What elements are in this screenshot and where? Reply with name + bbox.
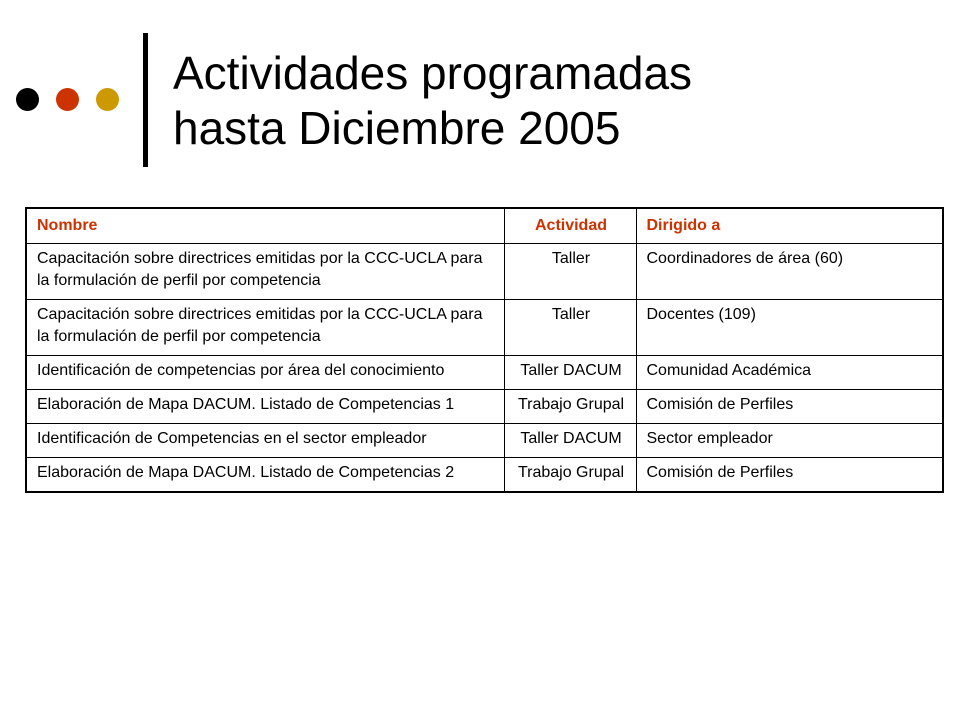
cell-actividad: Taller — [504, 244, 636, 300]
activities-table — [25, 207, 944, 493]
header-dirigido-a: Dirigido a — [636, 208, 943, 244]
cell-dirigido-a: Comunidad Académica — [636, 356, 943, 390]
cell-dirigido-a: Comisión de Perfiles — [636, 458, 943, 493]
cell-actividad: Taller — [504, 300, 636, 356]
title-line-1: Actividades programadas — [173, 47, 693, 99]
cell-nombre: Capacitación sobre directrices emitidas por la CCC-UCLA para la formulación de perfil por competencia — [26, 244, 504, 300]
cell-dirigido-a: Comisión de Perfiles — [636, 390, 943, 424]
table-row — [26, 424, 943, 458]
cell-nombre: Identificación de competencias por área del conocimiento — [26, 356, 504, 390]
table-row — [26, 244, 943, 300]
title-line-2: hasta Diciembre 2005 — [173, 102, 621, 154]
cell-actividad: Taller DACUM — [504, 424, 636, 458]
table-row — [26, 300, 943, 356]
cell-nombre: Elaboración de Mapa DACUM. Listado de Competencias 2 — [26, 458, 504, 493]
bullet-dots — [16, 88, 126, 112]
table-row — [26, 356, 943, 390]
cell-nombre: Elaboración de Mapa DACUM. Listado de Competencias 1 — [26, 390, 504, 424]
cell-nombre: Identificación de Competencias en el sector empleador — [26, 424, 504, 458]
slide-title — [173, 46, 933, 156]
cell-actividad: Taller DACUM — [504, 356, 636, 390]
cell-actividad: Trabajo Grupal — [504, 458, 636, 493]
table-row — [26, 458, 943, 493]
header-nombre: Nombre — [26, 208, 504, 244]
title-divider — [143, 33, 148, 167]
cell-dirigido-a: Docentes (109) — [636, 300, 943, 356]
table-header-row — [26, 208, 943, 244]
cell-actividad: Trabajo Grupal — [504, 390, 636, 424]
red-dot-icon — [56, 88, 79, 111]
cell-nombre: Capacitación sobre directrices emitidas por la CCC-UCLA para la formulación de perfil por competencia — [26, 300, 504, 356]
gold-dot-icon — [96, 88, 119, 111]
table-row — [26, 390, 943, 424]
black-dot-icon — [16, 88, 39, 111]
cell-dirigido-a: Coordinadores de área (60) — [636, 244, 943, 300]
cell-dirigido-a: Sector empleador — [636, 424, 943, 458]
header-actividad: Actividad — [504, 208, 636, 244]
